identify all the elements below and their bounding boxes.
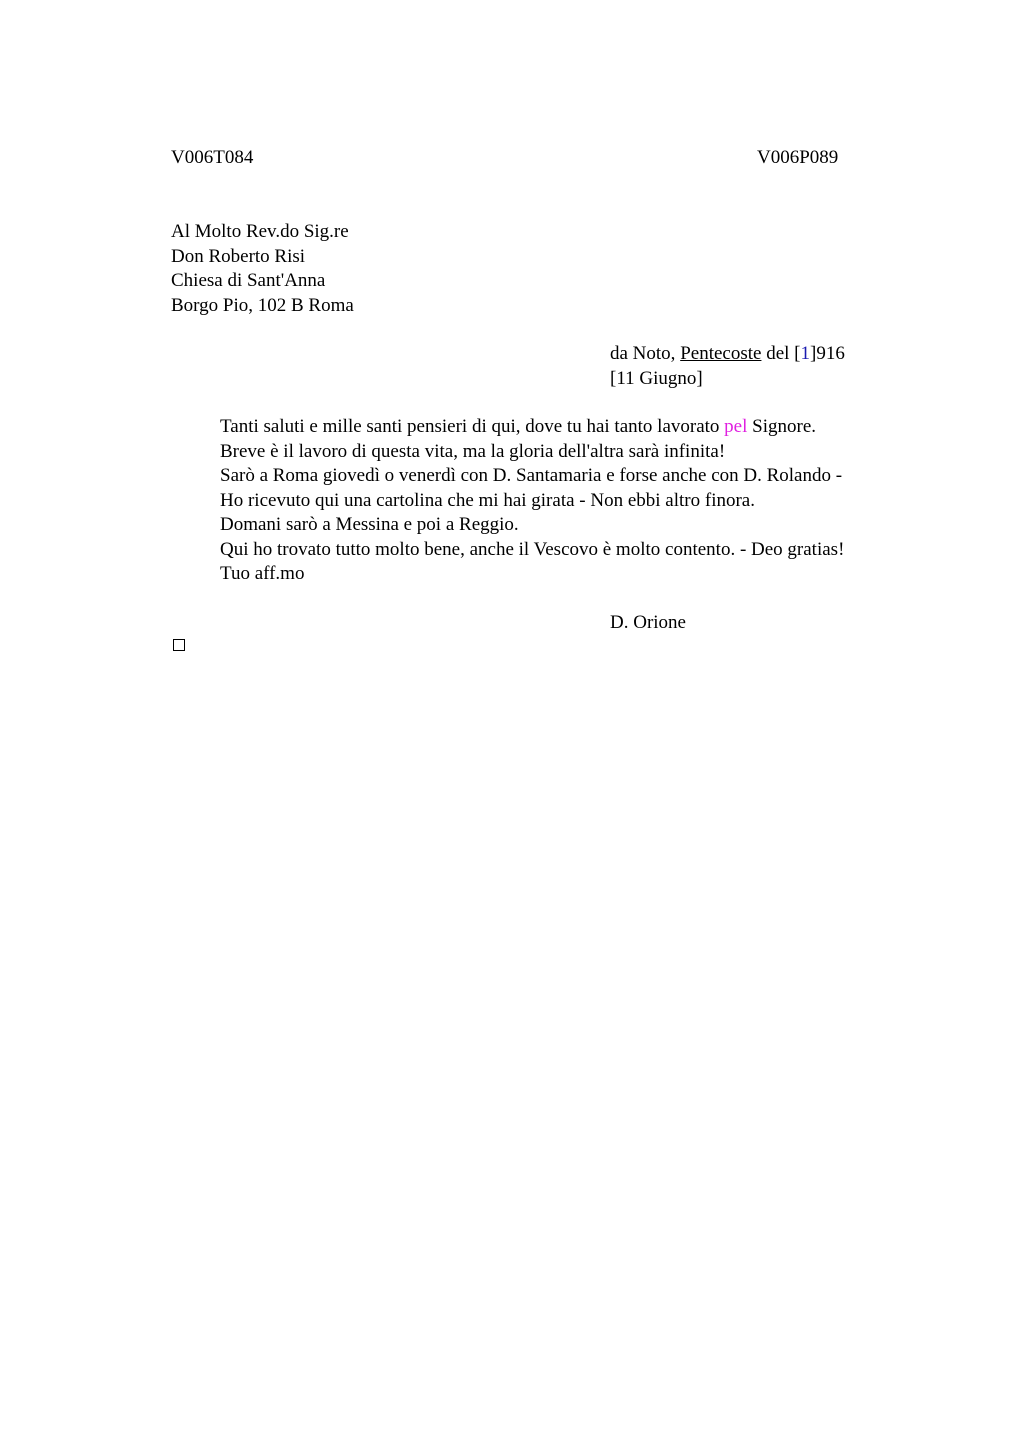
body-line: Sarò a Roma giovedì o venerdì con D. Santamaria e forse anche con D. Rolando - [220,465,843,486]
document-code-right: V006P089 [757,147,839,168]
address-line: Don Roberto Risi [171,245,306,267]
body-line1-highlight: pel [724,416,748,437]
body-line1-before: Tanti saluti e mille santi pensieri di qui, dove tu hai tanto lavorato [220,416,725,437]
letter-body [220,415,844,587]
signature: D. Orione [610,612,686,633]
checkbox-icon [173,639,185,651]
address-line: Borgo Pio, 102 B Roma [171,294,354,316]
recipient-address [171,220,354,318]
body-line: Ho ricevuto qui una cartolina che mi hai girata - Non ebbi altro finora. [220,489,755,511]
address-line: Chiesa di Sant'Anna [171,270,326,291]
body-line: Breve è il lavoro di questa vita, ma la gloria dell'altra sarà infinita! [220,440,726,462]
dateline-year-rest: ]916 [810,343,845,364]
dateline [610,342,845,391]
dateline-place-date [610,342,845,367]
dateline-middle: del [ [761,343,801,364]
body-line1-after: Signore. [747,416,816,437]
dateline-year-digit: 1 [800,343,810,364]
body-closing: Tuo aff.mo [220,563,305,584]
body-line [220,415,844,440]
dateline-date-note: [11 Giugno] [610,367,703,389]
dateline-prefix: da Noto, [610,343,681,364]
document-code-left: V006T084 [171,147,254,168]
body-line: Domani sarò a Messina e poi a Reggio. [220,514,519,535]
address-line: Al Molto Rev.do Sig.re [171,221,349,242]
body-line: Qui ho trovato tutto molto bene, anche il Vescovo è molto contento. - Deo gratias! [220,538,845,560]
dateline-feast: Pentecoste [680,343,762,364]
